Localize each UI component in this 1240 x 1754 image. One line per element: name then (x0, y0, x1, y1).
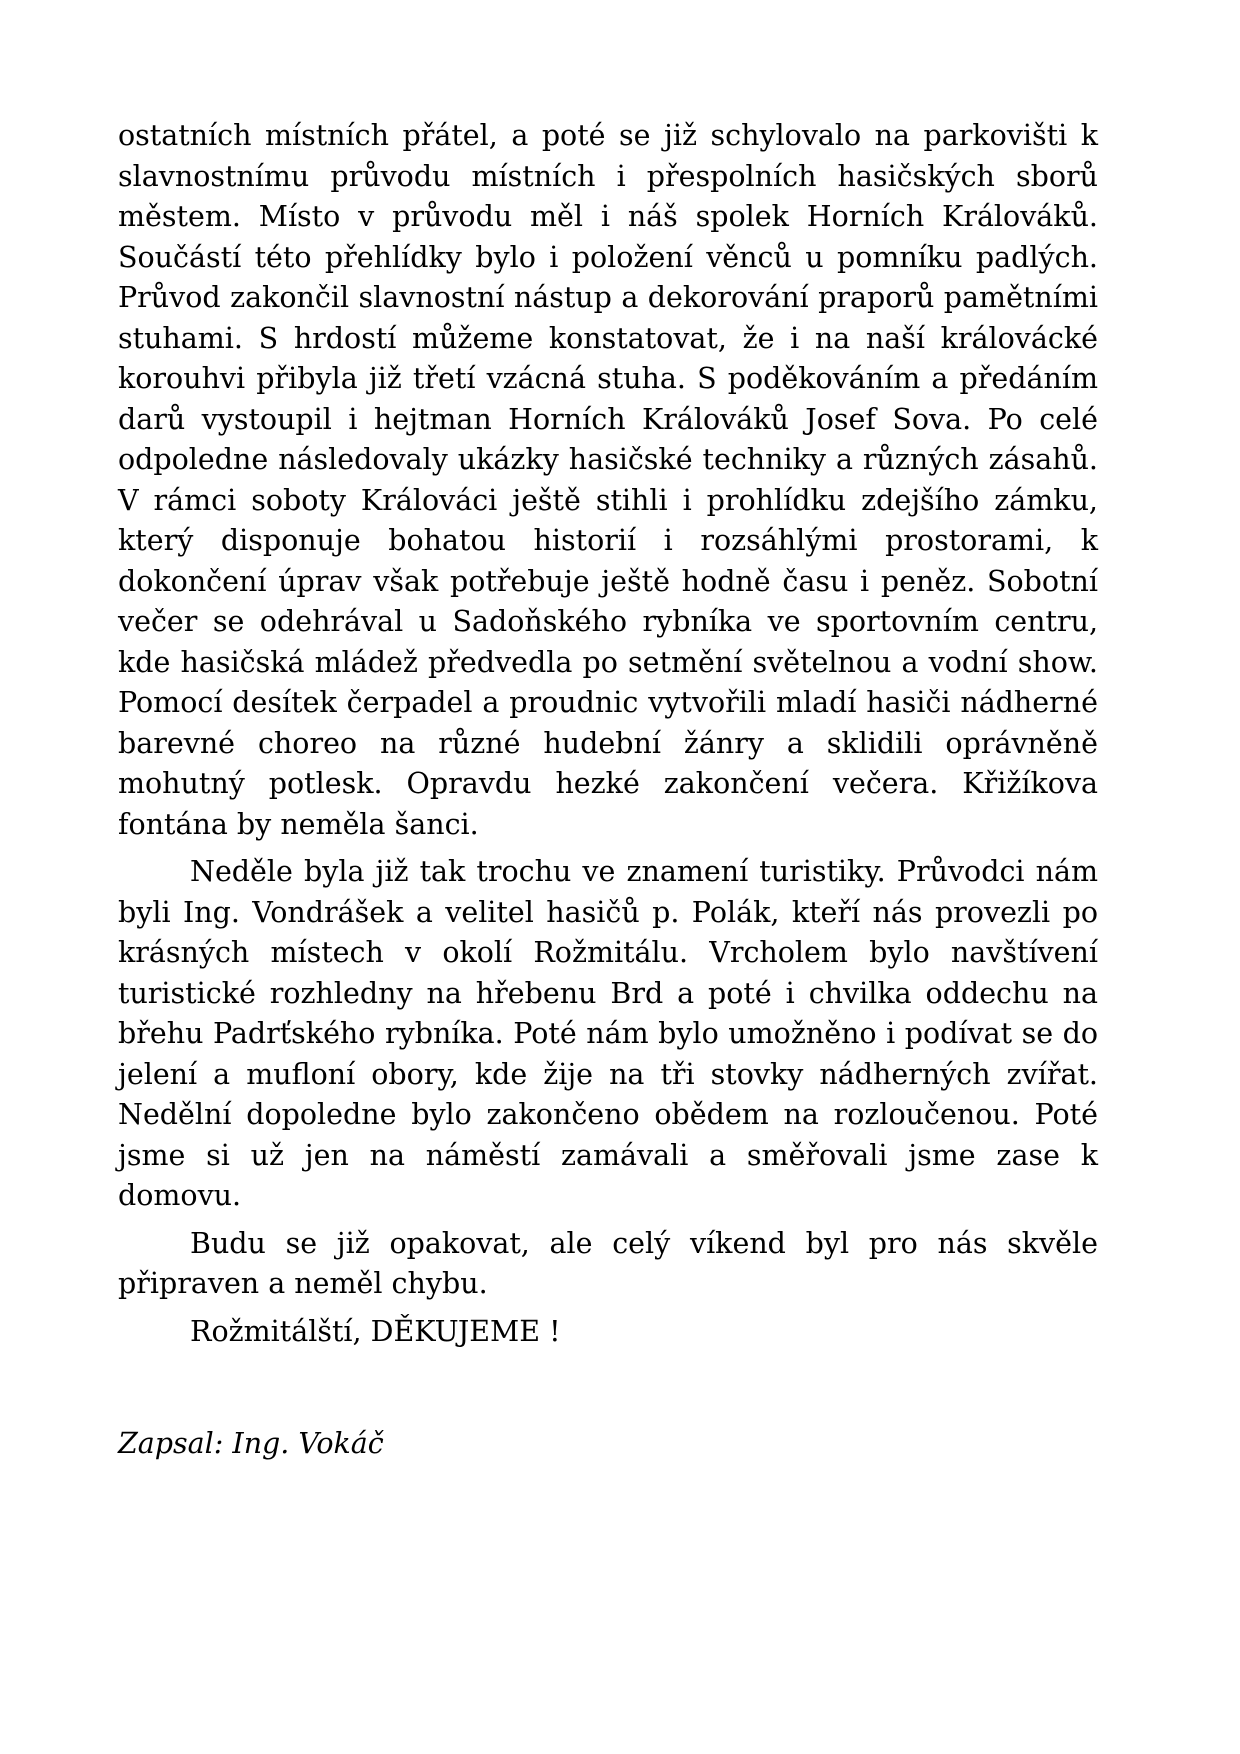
signature: Zapsal: Ing. Vokáč (118, 1427, 384, 1460)
closing-thanks: Rožmitálští, DĚKUJEME ! (190, 1314, 561, 1348)
document-page (118, 116, 1098, 1465)
paragraph-sunday: Neděle byla již tak trochu ve znamení turistiky. Průvodci nám byli Ing. Vondrášek a velitel hasičů p. Polák, kteří nás provezli po krásných místech v okolí Rožmitálu. Vrcholem bylo navštívení turistické rozhledny na hřebenu Brd a poté i chvilka oddechu na břehu Padrťského rybníka. Poté nám bylo umožněno i podívat se do jelení a mufloní obory, kde žije na tři stovky nádherných zvířat. Nedělní dopoledne bylo zakončeno obědem na rozloučenou. Poté jsme si už jen na náměstí zamávali a směřovali jsme zase k domovu. (118, 855, 1098, 1212)
paragraph-saturday: ostatních místních přátel, a poté se již schylovalo na parkovišti k slavnostnímu průvodu místních i přespolních hasičských sborů městem. Místo v průvodu měl i náš spolek Horních Králováků. Součástí této přehlídky bylo i položení věnců u pomníku padlých. Průvod zakončil slavnostní nástup a dekorování praporů pamětními stuhami. S hrdostí můžeme konstatovat, že i na naší královácké korouhvi přibyla již třetí vzácná stuha. S poděkováním a předáním darů vystoupil i hejtman Horních Králováků Josef Sova. Po celé odpoledne následovaly ukázky hasičské techniky a různých zásahů. V rámci soboty Králováci ještě stihli i prohlídku zdejšího zámku, který disponuje bohatou historií i rozsáhlými prostorami, k dokončení úprav však potřebuje ještě hodně času i peněz. Sobotní večer se odehrával u Sadoňského rybníka ve sportovním centru, kde hasičská mládež předvedla po setmění světelnou a vodní show. Pomocí desítek čerpadel a proudnic vytvořili mladí hasiči nádherné barevné choreo na různé hudební žánry a sklidili oprávněně mohutný potlesk. Opravdu hezké zakončení večera. Křižíkova fontána by neměla šanci. (118, 119, 1098, 841)
paragraph-summary: Budu se již opakovat, ale celý víkend byl pro nás skvěle připraven a neměl chybu. (118, 1226, 1098, 1300)
